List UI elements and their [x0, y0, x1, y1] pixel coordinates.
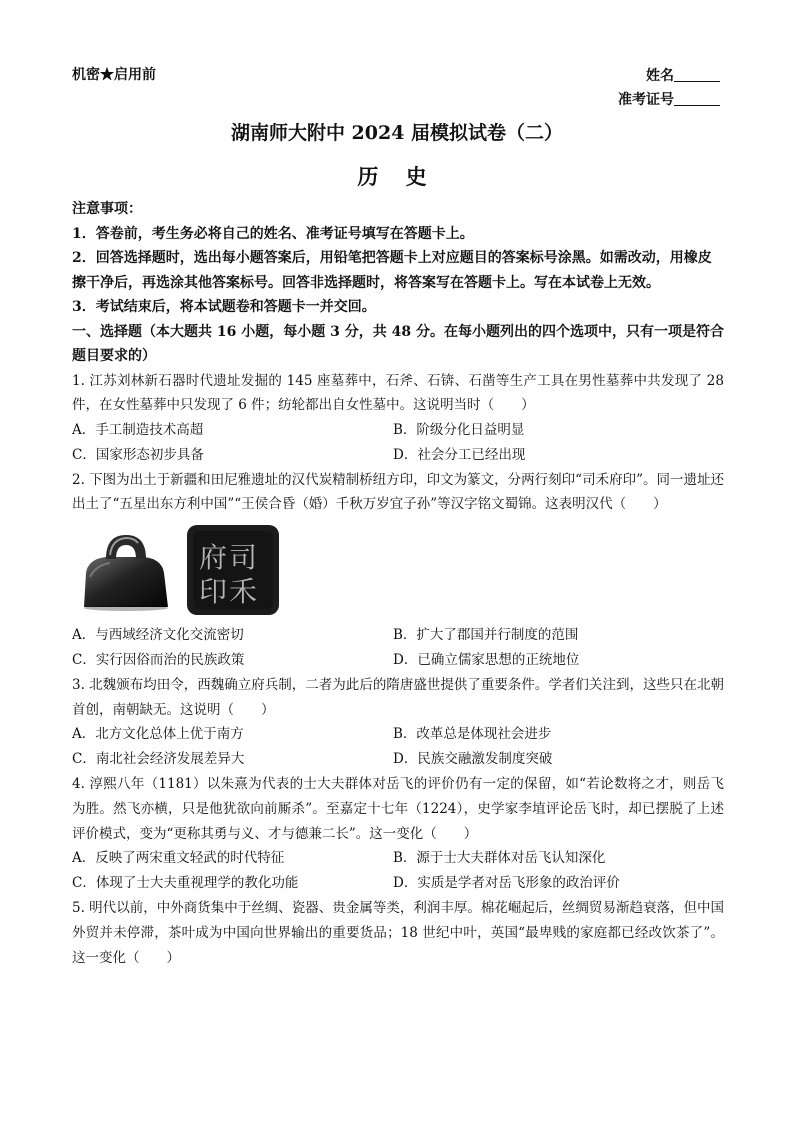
exam-number-label: 准考证号 — [618, 92, 674, 108]
seal-char-3: 府 — [198, 541, 228, 575]
seal-images — [72, 523, 724, 623]
note-item: 1．答卷前，考生务必将自己的姓名、准考证号填写在答题卡上。 — [72, 225, 474, 242]
exam-number-blank[interactable] — [674, 91, 720, 106]
candidate-info — [618, 64, 720, 112]
seal-char-1: 司 — [228, 541, 258, 575]
exam-body — [72, 197, 724, 970]
question-stem: 3. 北魏颁布均田令，西魏确立府兵制，二者为此后的隋唐盛世提供了重要条件。学者们关注到，这些只在北朝首创，南朝缺无。这说明（ ） — [72, 676, 724, 718]
option-c: C．国家形态初步具备 — [72, 446, 204, 463]
name-field[interactable] — [618, 64, 720, 88]
option-d: D．已确立儒家思想的正统地位 — [393, 652, 580, 669]
option-b: B．阶级分化日益明显 — [393, 422, 525, 439]
confidential-label: 机密★启用前 — [72, 67, 156, 83]
note-item: 3．考试结束后，将本试题卷和答题卡一并交回。 — [72, 299, 376, 315]
question-stem: 5. 明代以前，中外商货集中于丝绸、瓷器、贵金属等类，利润丰厚。棉花崛起后，丝绸贸易渐趋衰落，但中国外贸并未停滞，茶叶成为中国向世界输出的重要货品；18 世纪中叶，英国“最卑贱的家庭都已经改饮茶了”。这一变化（ ） — [72, 900, 724, 966]
option-a: A．反映了两宋重文轻武的时代特征 — [72, 850, 285, 867]
name-blank[interactable] — [674, 67, 720, 82]
exam-number-field[interactable] — [618, 88, 720, 112]
exam-title: 湖南师大附中 2024 届模拟试卷（二） — [230, 122, 564, 144]
option-b: B．改革总是体现社会进步 — [393, 726, 552, 743]
option-b: B．扩大了郡国并行制度的范围 — [393, 627, 579, 644]
note-item: 2．回答选择题时，选出每小题答案后，用铅笔把答题卡上对应题目的答案标号涂黑。如需改动，用橡皮擦干净后，再选涂其他答案标号。回答非选择题时，将答案写在答题卡上。写在本试卷上无效。 — [72, 250, 712, 291]
option-d: D．民族交融激发制度突破 — [393, 751, 553, 768]
option-a: A．手工制造技术高超 — [72, 422, 204, 439]
option-a: A．北方文化总体上优于南方 — [72, 726, 244, 743]
section-heading: 一、选择题（本大题共 16 小题，每小题 3 分，共 48 分。在每小题列出的四个选项中，只有一项是符合题目要求的） — [72, 323, 724, 364]
notes-heading: 注意事项： — [72, 201, 142, 217]
seal-char-4: 印 — [198, 575, 228, 609]
option-c: C．实行因俗而治的民族政策 — [72, 652, 245, 669]
option-b: B．源于士大夫群体对岳飞认知深化 — [393, 850, 606, 867]
seal-face-image — [185, 523, 281, 617]
question-options — [72, 418, 724, 468]
name-label: 姓名 — [646, 68, 674, 84]
question-options — [72, 846, 724, 896]
option-d: D．社会分工已经出现 — [393, 446, 526, 463]
seal-char-2: 禾 — [228, 575, 258, 609]
seal-side-view-image — [76, 529, 174, 613]
option-c: C．南北社会经济发展差异大 — [72, 751, 245, 768]
question-stem: 1. 江苏刘林新石器时代遗址发掘的 145 座墓葬中，石斧、石锛、石凿等生产工具在男性墓葬中共发现了 28 件，在女性墓葬中只发现了 6 件；纺轮都出自女性墓中。这说明当时（ ） — [72, 372, 724, 414]
question-stem: 4. 淳熙八年（1181）以朱熹为代表的士大夫群体对岳飞的评价仍有一定的保留，如“若论数将之才，则岳飞为胜。然飞亦横，只是他犹欲向前厮杀”。至嘉定十七年（1224），史学家李埴评论岳飞时，却已摆脱了上述评价模式，变为“更称其勇与义、才与德兼二长”。这一变化（ ） — [72, 776, 724, 842]
question-stem: 2. 下图为出土于新疆和田尼雅遗址的汉代炭精制桥纽方印，印文为篆文，分两行刻印“司禾府印”。同一遗址还出土了“五星出东方利中国”“王侯合昏（婚）千秋万岁宜子孙”等汉字铭文蜀锦。这表明汉代（ ） — [72, 471, 724, 513]
question-options — [72, 722, 724, 772]
question-options — [72, 623, 724, 673]
subject-title: 历 史 — [357, 164, 437, 189]
option-c: C．体现了士大夫重视理学的教化功能 — [72, 875, 299, 892]
option-a: A．与西域经济文化交流密切 — [72, 627, 244, 644]
option-d: D．实质是学者对岳飞形象的政治评价 — [393, 875, 620, 892]
